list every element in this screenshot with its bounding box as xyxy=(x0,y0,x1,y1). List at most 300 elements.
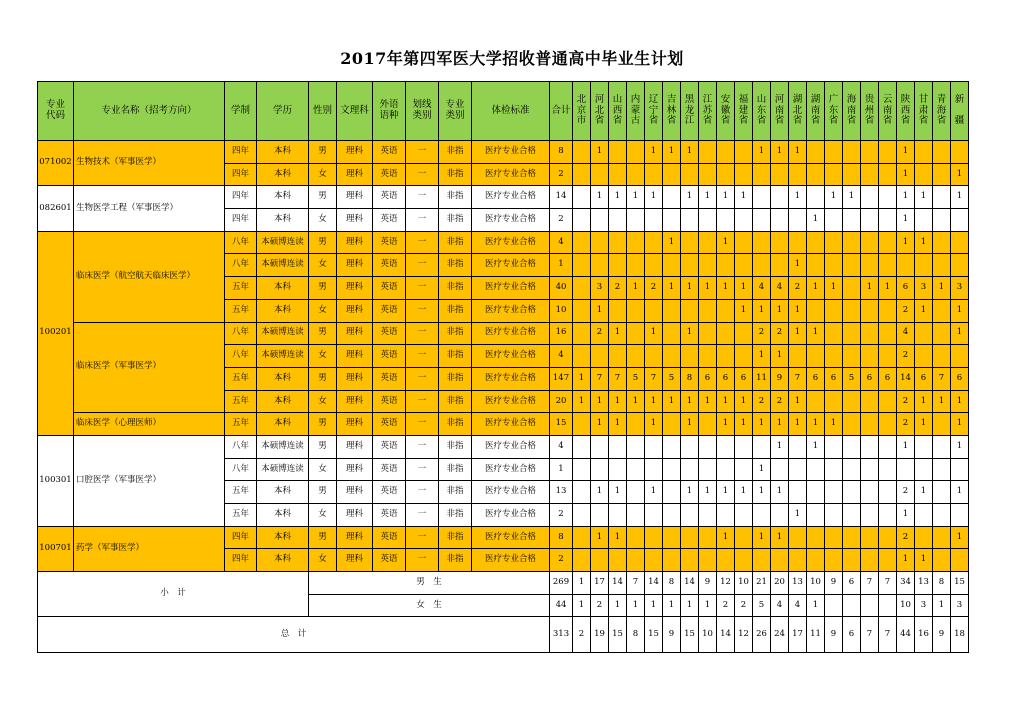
header-char: 省 xyxy=(756,115,767,127)
header-char: 省 xyxy=(936,115,947,127)
province-count xyxy=(735,231,753,254)
major-name: 临床医学（军事医学） xyxy=(74,322,225,413)
province-count xyxy=(771,209,789,232)
province-count xyxy=(753,163,771,186)
province-count: 1 xyxy=(591,186,609,209)
province-count xyxy=(627,458,645,481)
header-char: 南 xyxy=(846,104,857,116)
summary-province-count: 12 xyxy=(717,572,735,595)
province-count xyxy=(717,254,735,277)
province-count: 2 xyxy=(591,322,609,345)
province-count xyxy=(753,504,771,527)
header-code xyxy=(38,82,74,141)
province-count xyxy=(735,435,753,458)
province-count xyxy=(951,345,969,368)
province-count: 1 xyxy=(897,141,915,164)
province-count: 1 xyxy=(789,254,807,277)
header-char: 宁 xyxy=(648,104,659,116)
province-count xyxy=(627,299,645,322)
province-count: 6 xyxy=(915,367,933,390)
province-count: 7 xyxy=(789,367,807,390)
province-count xyxy=(627,345,645,368)
total-cell: 1 xyxy=(550,458,573,481)
major-name: 临床医学（心理医师） xyxy=(74,413,225,436)
total-cell: 2 xyxy=(550,209,573,232)
track-cell: 理科 xyxy=(337,458,373,481)
province-count: 1 xyxy=(591,141,609,164)
header-char: 州 xyxy=(864,104,875,116)
table-row xyxy=(38,435,969,458)
province-count xyxy=(915,209,933,232)
header-char: 安 xyxy=(720,94,731,106)
province-count xyxy=(861,299,879,322)
degree-cell: 本科 xyxy=(257,481,309,504)
track-cell: 理科 xyxy=(337,390,373,413)
province-count: 2 xyxy=(897,390,915,413)
degree-cell: 本硕博连读 xyxy=(257,345,309,368)
summary-province-count: 13 xyxy=(789,572,807,595)
province-count xyxy=(771,231,789,254)
grand-province-count: 7 xyxy=(879,617,897,653)
province-count: 1 xyxy=(681,186,699,209)
province-count xyxy=(573,481,591,504)
track-cell: 理科 xyxy=(337,435,373,458)
summary-province-count: 1 xyxy=(573,594,591,617)
province-count xyxy=(609,163,627,186)
province-count: 5 xyxy=(627,367,645,390)
province-count xyxy=(915,435,933,458)
province-count: 1 xyxy=(825,186,843,209)
header-province xyxy=(627,82,645,141)
province-count: 1 xyxy=(627,277,645,300)
province-count xyxy=(807,299,825,322)
province-count xyxy=(753,231,771,254)
province-count xyxy=(681,504,699,527)
province-count xyxy=(789,435,807,458)
province-count xyxy=(573,254,591,277)
summary-province-count: 1 xyxy=(645,594,663,617)
summary-province-count: 1 xyxy=(609,594,627,617)
header-char: 江 xyxy=(684,115,695,127)
province-count xyxy=(951,209,969,232)
track-cell: 理科 xyxy=(337,209,373,232)
track-cell: 理科 xyxy=(337,231,373,254)
province-count xyxy=(735,163,753,186)
header-char: 河 xyxy=(594,94,605,106)
province-count: 14 xyxy=(897,367,915,390)
province-count xyxy=(879,481,897,504)
province-count xyxy=(699,254,717,277)
lang-cell: 英语 xyxy=(373,231,406,254)
exam-cell: 医疗专业合格 xyxy=(472,458,550,481)
header-province xyxy=(879,82,897,141)
degree-cell: 本科 xyxy=(257,367,309,390)
header-char: 林 xyxy=(666,104,677,116)
header-char: 海 xyxy=(846,94,857,106)
province-count xyxy=(627,504,645,527)
summary-province-count xyxy=(861,594,879,617)
lang-cell: 英语 xyxy=(373,254,406,277)
province-count: 1 xyxy=(645,390,663,413)
summary-province-count: 1 xyxy=(933,594,951,617)
header-char: 省 xyxy=(774,115,785,127)
province-count xyxy=(645,435,663,458)
province-count xyxy=(951,549,969,572)
province-count: 1 xyxy=(807,322,825,345)
gender-cell: 男 xyxy=(309,526,337,549)
province-count: 1 xyxy=(735,413,753,436)
province-count xyxy=(879,254,897,277)
header-char: 划线 xyxy=(412,99,432,111)
province-count xyxy=(915,322,933,345)
province-count xyxy=(933,141,951,164)
type-cell: 非指 xyxy=(439,163,472,186)
province-count xyxy=(879,322,897,345)
province-count xyxy=(609,254,627,277)
grand-province-count: 8 xyxy=(627,617,645,653)
total-cell: 40 xyxy=(550,277,573,300)
province-count xyxy=(879,413,897,436)
province-count: 4 xyxy=(771,277,789,300)
province-count xyxy=(753,186,771,209)
province-count xyxy=(573,141,591,164)
header-char: 专业 xyxy=(445,99,465,111)
grand-province-count: 10 xyxy=(699,617,717,653)
province-count: 2 xyxy=(789,277,807,300)
province-count: 1 xyxy=(771,141,789,164)
province-count: 1 xyxy=(681,481,699,504)
province-count xyxy=(609,299,627,322)
province-count xyxy=(933,345,951,368)
province-count xyxy=(915,141,933,164)
province-count xyxy=(843,481,861,504)
province-count xyxy=(861,526,879,549)
lang-cell: 英语 xyxy=(373,345,406,368)
summary-province-count: 10 xyxy=(735,572,753,595)
header-total: 合计 xyxy=(550,82,573,141)
province-count xyxy=(861,209,879,232)
years-cell: 八年 xyxy=(225,254,257,277)
province-count: 1 xyxy=(807,209,825,232)
track-cell: 理科 xyxy=(337,481,373,504)
province-count xyxy=(699,345,717,368)
header-char: 代码 xyxy=(45,110,65,121)
grand-province-count: 9 xyxy=(663,617,681,653)
gender-cell: 男 xyxy=(309,186,337,209)
line-cell: 一 xyxy=(406,458,439,481)
province-count: 1 xyxy=(897,435,915,458)
header-char: 东 xyxy=(756,104,767,116)
province-count xyxy=(627,322,645,345)
years-cell: 五年 xyxy=(225,277,257,300)
province-count xyxy=(807,345,825,368)
province-count xyxy=(933,209,951,232)
province-count xyxy=(573,322,591,345)
province-count xyxy=(807,458,825,481)
header-char: 山 xyxy=(612,94,623,106)
province-count xyxy=(663,458,681,481)
header-char: 辽 xyxy=(648,94,659,106)
major-name: 生物技术（军事医学） xyxy=(74,141,225,186)
type-cell: 非指 xyxy=(439,345,472,368)
province-count: 1 xyxy=(951,299,969,322)
major-code: 082601 xyxy=(38,186,74,231)
table-row xyxy=(38,231,969,254)
province-count: 1 xyxy=(753,141,771,164)
degree-cell: 本硕博连读 xyxy=(257,231,309,254)
province-count xyxy=(951,231,969,254)
province-count xyxy=(645,549,663,572)
province-count xyxy=(681,209,699,232)
province-count: 3 xyxy=(915,277,933,300)
province-count: 1 xyxy=(645,141,663,164)
lang-cell: 英语 xyxy=(373,367,406,390)
province-count: 1 xyxy=(735,299,753,322)
province-count xyxy=(771,504,789,527)
province-count xyxy=(681,254,699,277)
province-count xyxy=(843,163,861,186)
province-count xyxy=(879,231,897,254)
header-char: 文理科 xyxy=(340,104,369,116)
province-count xyxy=(609,345,627,368)
gender-cell: 女 xyxy=(309,299,337,322)
grand-province-count: 15 xyxy=(681,617,699,653)
province-count: 1 xyxy=(681,277,699,300)
province-count xyxy=(717,549,735,572)
province-count xyxy=(933,299,951,322)
line-cell: 一 xyxy=(406,367,439,390)
lang-cell: 英语 xyxy=(373,526,406,549)
province-count xyxy=(951,254,969,277)
province-count xyxy=(627,254,645,277)
header-province xyxy=(951,82,969,141)
lang-cell: 英语 xyxy=(373,413,406,436)
province-count xyxy=(663,549,681,572)
province-count xyxy=(807,390,825,413)
province-count: 1 xyxy=(753,458,771,481)
header-province xyxy=(933,82,951,141)
province-count xyxy=(933,549,951,572)
province-count: 1 xyxy=(717,390,735,413)
degree-cell: 本硕博连读 xyxy=(257,254,309,277)
page-title: 2017年第四军医大学招收普通高中毕业生计划 xyxy=(340,49,684,68)
summary-province-count: 10 xyxy=(897,594,915,617)
gender-cell: 女 xyxy=(309,345,337,368)
header-char: 省 xyxy=(648,115,659,127)
province-count: 8 xyxy=(681,367,699,390)
summary-province-count: 1 xyxy=(573,572,591,595)
province-count xyxy=(627,163,645,186)
major-code: 100701 xyxy=(38,526,74,571)
province-count: 1 xyxy=(591,390,609,413)
province-count xyxy=(825,526,843,549)
header-char: 专业 xyxy=(45,99,65,111)
line-cell: 一 xyxy=(406,549,439,572)
type-cell: 非指 xyxy=(439,390,472,413)
province-count xyxy=(681,549,699,572)
province-count xyxy=(699,163,717,186)
header-char: 吉 xyxy=(666,94,677,106)
header-province xyxy=(789,82,807,141)
header-char: 市 xyxy=(576,115,587,127)
grand-province-count: 44 xyxy=(897,617,915,653)
major-name: 生物医学工程（军事医学） xyxy=(74,186,225,231)
type-cell: 非指 xyxy=(439,277,472,300)
province-count xyxy=(771,163,789,186)
province-count: 4 xyxy=(897,322,915,345)
province-count: 1 xyxy=(771,435,789,458)
track-cell: 理科 xyxy=(337,277,373,300)
province-count: 1 xyxy=(663,141,681,164)
province-count: 6 xyxy=(861,367,879,390)
header-province xyxy=(717,82,735,141)
total-cell: 15 xyxy=(550,413,573,436)
total-cell: 147 xyxy=(550,367,573,390)
male-label: 男 生 xyxy=(309,572,550,595)
province-count: 1 xyxy=(573,390,591,413)
type-cell: 非指 xyxy=(439,367,472,390)
header-char: 东 xyxy=(828,104,839,116)
province-count xyxy=(663,186,681,209)
province-count: 1 xyxy=(789,322,807,345)
province-count: 1 xyxy=(735,390,753,413)
province-count xyxy=(591,231,609,254)
degree-cell: 本科 xyxy=(257,299,309,322)
province-count: 6 xyxy=(807,367,825,390)
type-cell: 非指 xyxy=(439,299,472,322)
gender-cell: 男 xyxy=(309,231,337,254)
province-count: 1 xyxy=(699,186,717,209)
province-count xyxy=(951,141,969,164)
province-count xyxy=(699,141,717,164)
province-count xyxy=(951,458,969,481)
exam-cell: 医疗专业合格 xyxy=(472,163,550,186)
summary-province-count: 7 xyxy=(627,572,645,595)
province-count xyxy=(573,549,591,572)
province-count xyxy=(789,163,807,186)
grand-province-count: 15 xyxy=(609,617,627,653)
header-province xyxy=(573,82,591,141)
province-count xyxy=(879,435,897,458)
province-count xyxy=(699,299,717,322)
type-cell: 非指 xyxy=(439,322,472,345)
province-count xyxy=(627,549,645,572)
header-char: 省 xyxy=(900,115,911,127)
lang-cell: 英语 xyxy=(373,504,406,527)
province-count: 2 xyxy=(897,413,915,436)
province-count: 1 xyxy=(771,413,789,436)
province-count: 1 xyxy=(807,413,825,436)
total-cell: 8 xyxy=(550,141,573,164)
province-count: 1 xyxy=(897,209,915,232)
province-count xyxy=(807,186,825,209)
exam-cell: 医疗专业合格 xyxy=(472,254,550,277)
exam-cell: 医疗专业合格 xyxy=(472,549,550,572)
line-cell: 一 xyxy=(406,345,439,368)
header-char: 内 xyxy=(630,94,641,106)
province-count xyxy=(609,549,627,572)
province-count: 1 xyxy=(807,277,825,300)
province-count xyxy=(915,163,933,186)
header-char: 江 xyxy=(702,94,713,106)
province-count: 1 xyxy=(771,345,789,368)
province-count xyxy=(807,254,825,277)
province-count xyxy=(933,231,951,254)
province-count xyxy=(573,345,591,368)
line-cell: 一 xyxy=(406,186,439,209)
total-cell: 13 xyxy=(550,481,573,504)
header-line xyxy=(406,82,439,141)
header-char: 海 xyxy=(936,104,947,116)
header-name: 专业名称（招考方向） xyxy=(74,82,225,141)
province-count xyxy=(735,549,753,572)
province-count xyxy=(807,141,825,164)
province-count: 1 xyxy=(789,413,807,436)
header-char: 省 xyxy=(846,115,857,127)
province-count: 1 xyxy=(897,163,915,186)
summary-row xyxy=(38,572,969,595)
province-count: 1 xyxy=(771,481,789,504)
summary-province-count: 14 xyxy=(609,572,627,595)
summary-province-count: 7 xyxy=(861,572,879,595)
grand-province-count: 11 xyxy=(807,617,825,653)
province-count: 6 xyxy=(879,367,897,390)
province-count xyxy=(843,345,861,368)
header-char: 湖 xyxy=(810,94,821,106)
header-char: 北 xyxy=(576,94,587,106)
exam-cell: 医疗专业合格 xyxy=(472,231,550,254)
track-cell: 理科 xyxy=(337,549,373,572)
province-count xyxy=(627,526,645,549)
province-count xyxy=(753,549,771,572)
province-count xyxy=(573,435,591,458)
province-count xyxy=(843,504,861,527)
province-count: 1 xyxy=(951,322,969,345)
total-cell: 20 xyxy=(550,390,573,413)
province-count xyxy=(879,141,897,164)
gender-cell: 男 xyxy=(309,141,337,164)
province-count xyxy=(879,209,897,232)
track-cell: 理科 xyxy=(337,413,373,436)
province-count xyxy=(879,458,897,481)
province-count xyxy=(609,458,627,481)
header-char: 青 xyxy=(936,94,947,106)
province-count xyxy=(735,458,753,481)
header-char: 语种 xyxy=(379,110,399,121)
grand-province-count: 26 xyxy=(753,617,771,653)
header-char: 建 xyxy=(738,104,749,116)
lang-cell: 英语 xyxy=(373,458,406,481)
province-count xyxy=(843,549,861,572)
female-label: 女 生 xyxy=(309,594,550,617)
grand-province-count: 2 xyxy=(573,617,591,653)
subtotal-label: 小 计 xyxy=(38,572,309,617)
province-count xyxy=(717,458,735,481)
province-count xyxy=(735,254,753,277)
province-count: 1 xyxy=(591,299,609,322)
header-char: 省 xyxy=(864,115,875,127)
summary-province-count: 34 xyxy=(897,572,915,595)
type-cell: 非指 xyxy=(439,435,472,458)
province-count xyxy=(807,481,825,504)
line-cell: 一 xyxy=(406,481,439,504)
lang-cell: 英语 xyxy=(373,390,406,413)
grand-province-count: 14 xyxy=(717,617,735,653)
grand-province-count: 19 xyxy=(591,617,609,653)
summary-province-count xyxy=(879,594,897,617)
province-count: 1 xyxy=(897,504,915,527)
gender-cell: 男 xyxy=(309,322,337,345)
